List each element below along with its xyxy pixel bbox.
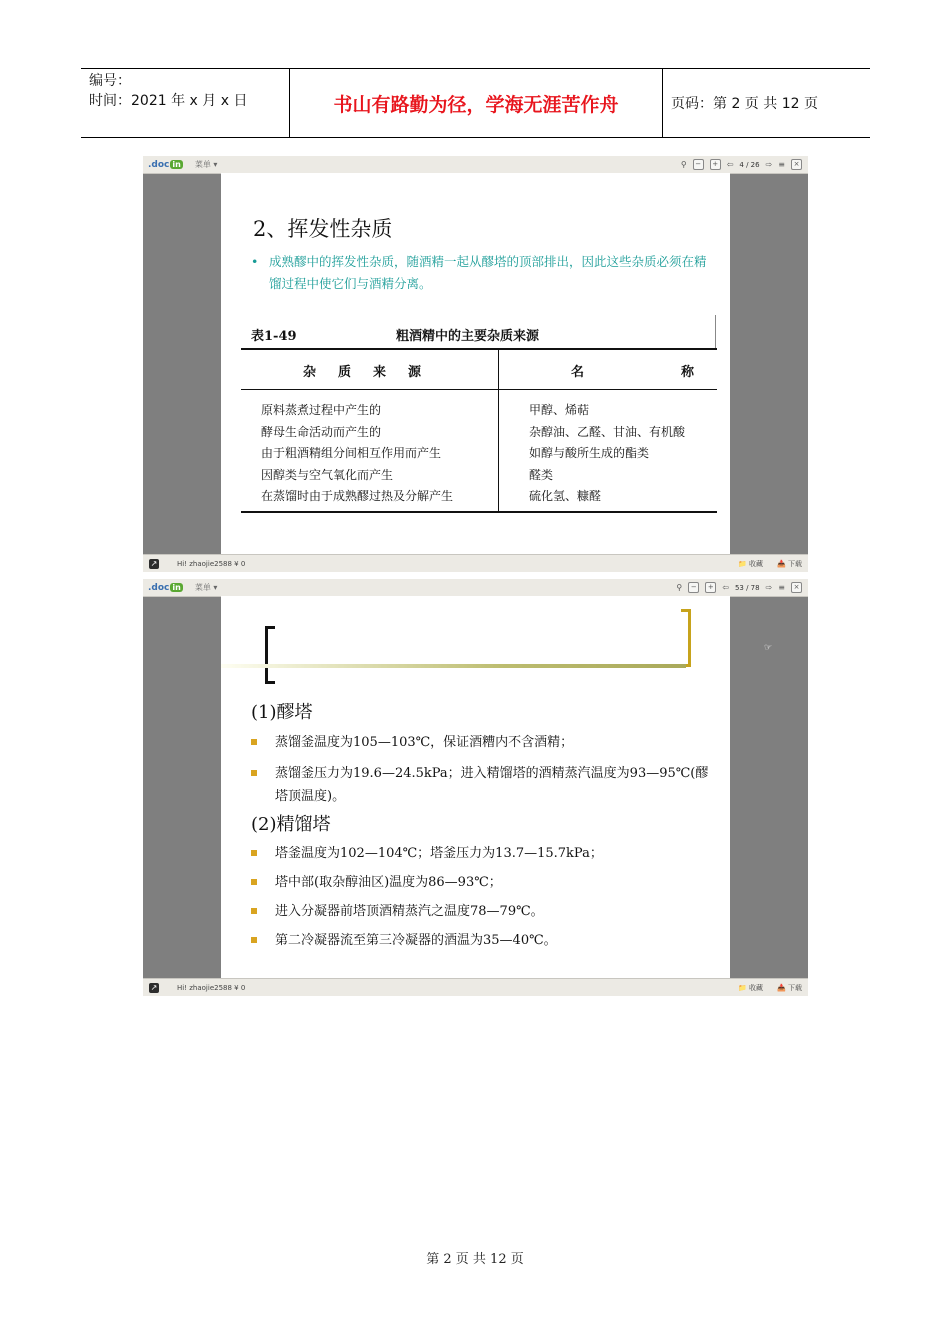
header-name-1: 名: [571, 365, 585, 380]
page-footer: 第 2 页 共 12 页: [426, 1252, 524, 1267]
bullet-square-icon: [251, 739, 257, 745]
table-row: 原料蒸煮过程中产生的 甲醇、烯萜: [261, 403, 590, 417]
docin-logo[interactable]: .doc in: [148, 582, 181, 593]
zoom-in-button[interactable]: +: [705, 582, 716, 593]
download-icon: 📥: [777, 559, 786, 568]
folder-icon: 📁: [738, 983, 747, 992]
user-label: Hi! zhaojie2588 ¥ 0: [177, 983, 246, 992]
download-icon: 📥: [777, 983, 786, 992]
page-label: 页码：第 2 页 共 12 页: [671, 96, 818, 112]
viewer-bottom-bar: [143, 554, 808, 572]
table-rule-top: [241, 348, 717, 350]
fit-icon[interactable]: ≡: [778, 583, 785, 592]
table-row: 在蒸馏时由于成熟醪过热及分解产生 硫化氢、糠醛: [261, 489, 602, 503]
menu-button[interactable]: 菜单 ▾: [194, 583, 218, 592]
folder-icon: 📁: [738, 559, 747, 568]
date-label: 时间：2021 年 x 月 x 日: [89, 93, 248, 109]
close-button[interactable]: ×: [791, 159, 802, 170]
slide-bullet: [251, 251, 711, 295]
zoom-in-button[interactable]: +: [710, 159, 721, 170]
motto-text: 书山有路勤为径，学海无涯苦作舟: [290, 69, 663, 137]
table-row: 酵母生命活动而产生的 杂醇油、乙醛、甘油、有机酸: [261, 424, 686, 439]
table-row: 由于粗酒精组分间相互作用而产生 如醇与酸所生成的酯类: [261, 446, 650, 460]
prev-page-icon[interactable]: ⇦: [722, 583, 729, 592]
right-bracket-decoration: [681, 609, 691, 667]
bullet-square-icon: [251, 770, 257, 776]
table-body: [241, 401, 717, 509]
bullet-square-icon: [251, 850, 257, 856]
zoom-out-button[interactable]: −: [688, 582, 699, 593]
header-source: 杂质来源: [303, 365, 444, 380]
download-button[interactable]: 📥 下载: [777, 983, 802, 992]
table-rule-bottom: [241, 511, 717, 513]
slide-distillation-params: [221, 596, 730, 979]
number-label: 编号：: [89, 73, 131, 89]
bullet-text: 成熟醪中的挥发性杂质，随酒精一起从醪塔的顶部排出，因此这些杂质必须在精馏过程中使它们与酒精分离。: [269, 254, 707, 291]
next-page-icon[interactable]: ⇨: [765, 583, 773, 592]
search-icon[interactable]: ⚲: [676, 583, 683, 592]
next-page-icon[interactable]: ⇨: [765, 160, 773, 169]
doc-viewer-2: [143, 579, 808, 996]
mash-column-list: [251, 731, 711, 808]
table-edge: [715, 315, 716, 349]
favorite-button[interactable]: 📁 收藏: [738, 559, 764, 568]
cursor-hand-icon: ☞: [764, 643, 773, 653]
list-item: 蒸馏釜压力为19.6—24.5kPa；进入精馏塔的酒精蒸汽温度为93—95℃(醪塔顶温度)。: [251, 762, 711, 808]
table-rule-mid: [241, 389, 717, 390]
close-button[interactable]: ×: [791, 582, 802, 593]
bullet-dot-icon: •: [251, 254, 259, 269]
list-item: 塔中部(取杂醇油区)温度为86—93℃；: [251, 871, 711, 894]
slide-title: 2、挥发性杂质: [253, 217, 393, 241]
download-button[interactable]: 📥 下载: [777, 559, 802, 568]
header-meta: [81, 69, 290, 137]
prev-page-icon[interactable]: ⇦: [726, 160, 734, 169]
viewer-toolbar: [143, 156, 808, 174]
viewer-toolbar: [143, 579, 808, 597]
expand-arrow-icon[interactable]: ↗: [150, 982, 158, 992]
doc-viewer-1: [143, 156, 808, 572]
table-row: 因醇类与空气氧化而产生 醛类: [261, 467, 554, 482]
expand-arrow-icon[interactable]: ↗: [150, 558, 158, 568]
table-title: 粗酒精中的主要杂质来源: [396, 329, 540, 344]
slide-volatile-impurities: [221, 173, 730, 555]
list-item: 第二冷凝器流至第三冷凝器的酒温为35—40℃。: [251, 929, 711, 952]
heading-mash-column: (1)醪塔: [251, 702, 313, 723]
table-caption: 表1-49: [251, 329, 297, 344]
list-item: 蒸馏釜温度为105—103℃，保证酒糟内不含酒精；: [251, 731, 711, 754]
docin-logo[interactable]: .doc in: [148, 159, 181, 170]
bullet-square-icon: [251, 937, 257, 943]
header-name-2: 称: [681, 365, 695, 380]
list-item: 进入分凝器前塔顶酒精蒸汽之温度78—79℃。: [251, 900, 711, 923]
bullet-square-icon: [251, 879, 257, 885]
menu-button[interactable]: 菜单 ▾: [194, 160, 218, 169]
viewer-bottom-bar: [143, 978, 808, 996]
fit-icon[interactable]: ≡: [778, 160, 785, 169]
zoom-out-button[interactable]: −: [693, 159, 704, 170]
list-item: 塔釜温度为102—104℃；塔釜压力为13.7—15.7kPa；: [251, 842, 711, 865]
favorite-button[interactable]: 📁 收藏: [738, 983, 764, 992]
title-bar-decoration: [221, 664, 686, 668]
left-bracket-decoration: [265, 626, 275, 684]
heading-rectifying-column: (2)精馏塔: [251, 814, 331, 835]
document-header: [81, 68, 870, 138]
page-indicator: 53 / 78: [734, 583, 760, 592]
rectifying-column-list: [251, 842, 711, 952]
page-indicator: 4 / 26: [739, 160, 760, 169]
search-icon[interactable]: ⚲: [680, 160, 687, 169]
bullet-square-icon: [251, 908, 257, 914]
user-label: Hi! zhaojie2588 ¥ 0: [177, 559, 246, 568]
